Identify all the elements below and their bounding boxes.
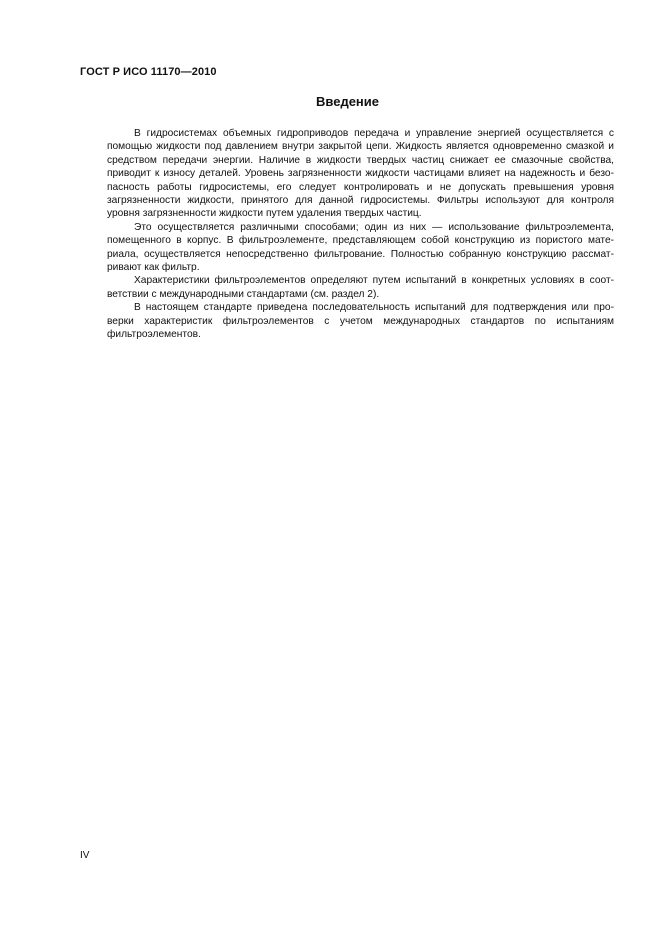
document-header-id: ГОСТ Р ИСО 11170—2010 [80, 66, 217, 78]
text-line: ривают как фильтр. [107, 262, 200, 274]
text-line: В гидросистемах объемных гидроприводов передача и управление энергией осуществляется с [134, 128, 614, 139]
paragraph-2 [80, 221, 614, 275]
text-line: загрязненности жидкости, принятого для данной гидросистемы. Фильтры используют для контроля [107, 195, 614, 207]
text-line: верки характеристик фильтроэлементов с учетом международных стандартов по испытаниям [107, 315, 614, 327]
page-number: IV [80, 850, 90, 861]
paragraph-3 [80, 274, 614, 301]
text-line: помощью жидкости под давлением внутри закрытой цепи. Жидкость является одновременно смазкой и [107, 141, 614, 153]
text-line: Характеристики фильтроэлементов определяют путем испытаний в конкретных условиях в соот- [134, 275, 614, 287]
text-line: риала, осуществляется непосредственно фильтрование. Полностью собранную конструкцию рассмат- [107, 248, 614, 260]
text-line: приводит к износу деталей. Уровень загрязненности жидкости частицами влияет на надежность и безо- [107, 168, 614, 180]
paragraph-1 [80, 127, 614, 221]
text-line: В настоящем стандарте приведена последовательность испытаний для подтверждения или про- [134, 302, 614, 314]
paragraph-4 [80, 301, 614, 341]
text-line: Это осуществляется различными способами; один из них — использование фильтроэлемента, [134, 221, 614, 233]
text-line: уровня загрязненности жидкости путем удаления твердых частиц. [107, 208, 422, 220]
text-line: ветствии с международными стандартами (см. раздел 2). [107, 288, 380, 300]
text-line: фильтроэлементов. [107, 329, 201, 341]
section-title: Введение [316, 94, 379, 109]
text-line: пасность работы гидросистемы, его следует контролировать и не допускать превышения уровня [107, 181, 614, 193]
text-line: средством передачи энергии. Наличие в жидкости твердых частиц снижает ее смазочные свойства, [107, 154, 614, 166]
introduction-body [80, 127, 614, 342]
text-line: помещенного в корпус. В фильтроэлементе, представляющем собой конструкцию из пористого мате- [107, 235, 614, 247]
